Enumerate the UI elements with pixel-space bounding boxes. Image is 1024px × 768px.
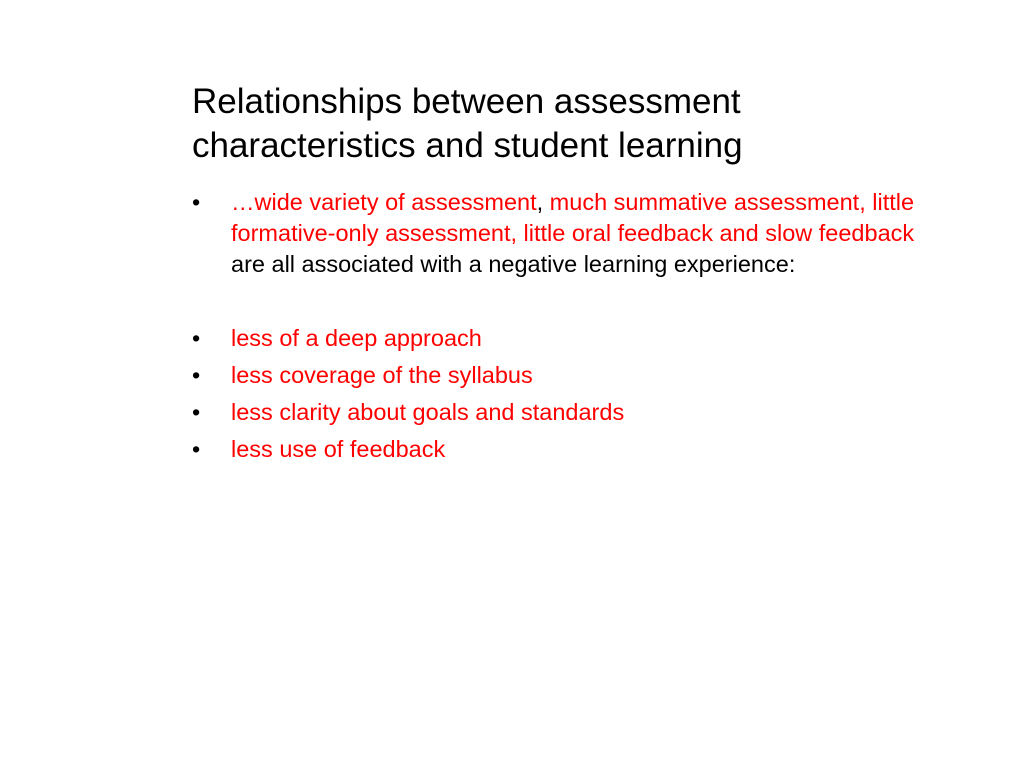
list-item — [192, 323, 932, 354]
intro-emphasis-1: …wide variety of assessment — [231, 189, 537, 215]
list-item-text: less use of feedback — [231, 436, 446, 462]
list-item — [192, 434, 932, 465]
bullet-list — [192, 187, 932, 471]
list-item — [192, 397, 932, 428]
bullet-intro — [192, 187, 932, 280]
bullet-dot-icon: • — [192, 189, 201, 215]
title-line-1: Relationships between assessment — [192, 82, 741, 121]
list-item-text: less coverage of the syllabus — [231, 362, 533, 388]
bullet-dot-icon: • — [192, 436, 201, 462]
list-item — [192, 360, 932, 391]
intro-emphasis-2: much summative assessment, little formative-only assessment, little oral feedback and slow feedback — [231, 189, 915, 246]
list-item-text: less of a deep approach — [231, 325, 482, 351]
slide-title — [192, 80, 972, 168]
list-item-text: less clarity about goals and standards — [231, 399, 625, 425]
bullet-dot-icon: • — [192, 362, 201, 388]
bullet-dot-icon: • — [192, 325, 201, 351]
title-line-2: characteristics and student learning — [192, 126, 743, 165]
bullet-dot-icon: • — [192, 399, 201, 425]
intro-plain: are all associated with a negative learning experience: — [231, 251, 796, 277]
intro-comma: , — [536, 189, 544, 215]
